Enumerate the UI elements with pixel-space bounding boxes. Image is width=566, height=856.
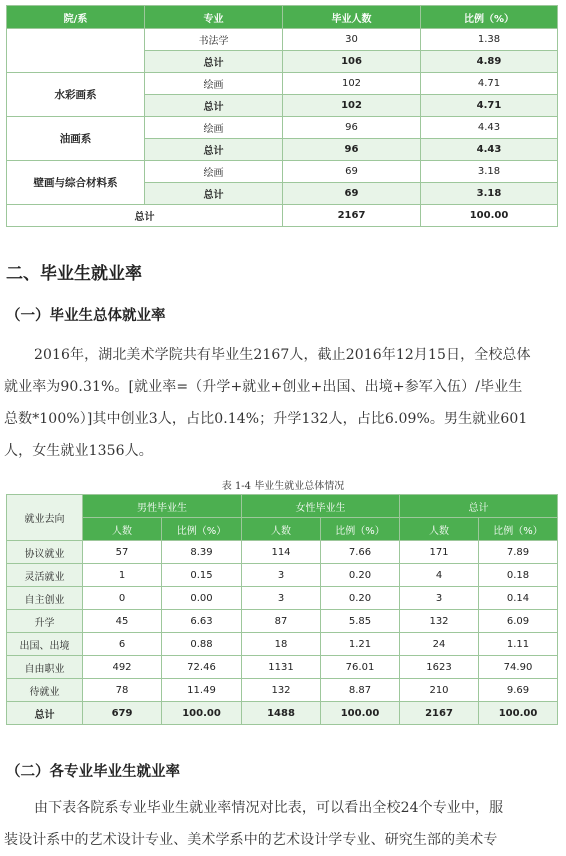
count-cell: 1 (83, 564, 162, 587)
major-cell: 总计 (145, 183, 283, 205)
pct-cell: 0.15 (162, 564, 242, 587)
count-cell: 106 (283, 51, 421, 73)
subheader-count: 人数 (83, 518, 162, 541)
subheader-pct: 比例（%） (162, 518, 242, 541)
count-cell: 4 (400, 564, 479, 587)
count-cell: 102 (283, 95, 421, 117)
row-label: 总计 (7, 702, 83, 725)
major-cell: 绘画 (145, 73, 283, 95)
pct-cell: 0.20 (321, 564, 400, 587)
pct-cell: 1.11 (479, 633, 558, 656)
row-label: 出国、出境 (7, 633, 83, 656)
table-row-grand-total (7, 205, 558, 227)
pct-cell: 7.66 (321, 541, 400, 564)
count-cell: 30 (283, 29, 421, 51)
pct-cell: 1.21 (321, 633, 400, 656)
count-cell: 57 (83, 541, 162, 564)
major-cell: 书法学 (145, 29, 283, 51)
subheader-count: 人数 (400, 518, 479, 541)
count-cell: 492 (83, 656, 162, 679)
table-row (7, 73, 558, 95)
major-cell: 总计 (145, 95, 283, 117)
row-label: 自主创业 (7, 587, 83, 610)
pct-cell: 76.01 (321, 656, 400, 679)
group-header-male: 男性毕业生 (83, 495, 242, 518)
table-row (7, 610, 558, 633)
subheader-pct: 比例（%） (321, 518, 400, 541)
paragraph-major-rates (4, 792, 560, 856)
pct-cell: 100.00 (321, 702, 400, 725)
pct-cell: 8.39 (162, 541, 242, 564)
pct-cell: 0.20 (321, 587, 400, 610)
count-cell: 114 (242, 541, 321, 564)
paragraph-employment-rate (4, 339, 560, 467)
pct-cell: 100.00 (162, 702, 242, 725)
major-cell: 总计 (145, 139, 283, 161)
pct-cell: 4.71 (421, 73, 558, 95)
major-graduates-table (6, 5, 558, 227)
count-cell: 96 (283, 117, 421, 139)
pct-cell: 74.90 (479, 656, 558, 679)
pct-cell: 72.46 (162, 656, 242, 679)
count-cell: 210 (400, 679, 479, 702)
count-cell: 102 (283, 73, 421, 95)
paragraph-line: 由下表各院系专业毕业生就业率情况对比表，可以看出全校24个专业中，服 (34, 800, 504, 816)
pct-cell: 5.85 (321, 610, 400, 633)
group-header-total: 总计 (400, 495, 558, 518)
corner-header: 就业去向 (7, 495, 83, 541)
pct-cell: 8.87 (321, 679, 400, 702)
col-header-dept: 院/系 (7, 6, 145, 29)
grand-total-label: 总计 (7, 205, 283, 227)
grand-total-count: 2167 (283, 205, 421, 227)
count-cell: 132 (400, 610, 479, 633)
count-cell: 3 (400, 587, 479, 610)
dept-cell: 壁画与综合材料系 (7, 161, 145, 205)
row-label: 待就业 (7, 679, 83, 702)
paragraph-line: 人，女生就业1356人。 (4, 443, 153, 459)
row-label: 自由职业 (7, 656, 83, 679)
pct-cell: 6.63 (162, 610, 242, 633)
table-row (7, 587, 558, 610)
pct-cell: 0.14 (479, 587, 558, 610)
pct-cell: 1.38 (421, 29, 558, 51)
grand-total-pct: 100.00 (421, 205, 558, 227)
employment-overview-table (6, 494, 558, 725)
pct-cell: 4.43 (421, 139, 558, 161)
subsection-title: （二）各专业毕业生就业率 (6, 764, 180, 780)
count-cell: 24 (400, 633, 479, 656)
subheader-count: 人数 (242, 518, 321, 541)
col-header-pct: 比例（%） (421, 6, 558, 29)
count-cell: 69 (283, 183, 421, 205)
count-cell: 45 (83, 610, 162, 633)
pct-cell: 0.18 (479, 564, 558, 587)
count-cell: 69 (283, 161, 421, 183)
pct-cell: 9.69 (479, 679, 558, 702)
paragraph-line: 2016年，湖北美术学院共有毕业生2167人，截止2016年12月15日，全校总体 (34, 347, 531, 363)
pct-cell: 6.09 (479, 610, 558, 633)
major-cell: 绘画 (145, 117, 283, 139)
row-label: 灵活就业 (7, 564, 83, 587)
count-cell: 96 (283, 139, 421, 161)
table-row (7, 117, 558, 139)
pct-cell: 4.89 (421, 51, 558, 73)
table-row (7, 29, 558, 51)
count-cell: 3 (242, 564, 321, 587)
count-cell: 1131 (242, 656, 321, 679)
row-label: 协议就业 (7, 541, 83, 564)
count-cell: 1488 (242, 702, 321, 725)
dept-cell: 水彩画系 (7, 73, 145, 117)
paragraph-line: 总数*100%）]其中创业3人，占比0.14%；升学132人，占比6.09%。男生就业601 (4, 411, 528, 427)
count-cell: 1623 (400, 656, 479, 679)
count-cell: 132 (242, 679, 321, 702)
pct-cell: 0.00 (162, 587, 242, 610)
dept-cell: 油画系 (7, 117, 145, 161)
pct-cell: 0.88 (162, 633, 242, 656)
table-row (7, 541, 558, 564)
pct-cell: 100.00 (479, 702, 558, 725)
pct-cell: 11.49 (162, 679, 242, 702)
pct-cell: 3.18 (421, 161, 558, 183)
paragraph-line: 装设计系中的艺术设计专业、美术学系中的艺术设计学专业、研究生部的美术专 (4, 832, 498, 848)
group-header-female: 女性毕业生 (242, 495, 400, 518)
pct-cell: 4.43 (421, 117, 558, 139)
table-row-total (7, 702, 558, 725)
table-row (7, 656, 558, 679)
count-cell: 3 (242, 587, 321, 610)
section-title: 二、毕业生就业率 (6, 264, 142, 284)
count-cell: 78 (83, 679, 162, 702)
subsection-title: （一）毕业生总体就业率 (6, 308, 166, 324)
table-row (7, 564, 558, 587)
table-row (7, 679, 558, 702)
table-row (7, 161, 558, 183)
count-cell: 18 (242, 633, 321, 656)
pct-cell: 7.89 (479, 541, 558, 564)
col-header-major: 专业 (145, 6, 283, 29)
pct-cell: 3.18 (421, 183, 558, 205)
count-cell: 679 (83, 702, 162, 725)
table-row (7, 633, 558, 656)
count-cell: 2167 (400, 702, 479, 725)
count-cell: 0 (83, 587, 162, 610)
count-cell: 6 (83, 633, 162, 656)
dept-cell (7, 29, 145, 73)
pct-cell: 4.71 (421, 95, 558, 117)
subheader-pct: 比例（%） (479, 518, 558, 541)
major-cell: 总计 (145, 51, 283, 73)
major-cell: 绘画 (145, 161, 283, 183)
count-cell: 87 (242, 610, 321, 633)
col-header-count: 毕业人数 (283, 6, 421, 29)
paragraph-line: 就业率为90.31%。[就业率=（升学+就业+创业+出国、出境+参军入伍）/毕业生 (4, 379, 523, 395)
table-caption: 表 1-4 毕业生就业总体情况 (221, 481, 345, 492)
row-label: 升学 (7, 610, 83, 633)
count-cell: 171 (400, 541, 479, 564)
